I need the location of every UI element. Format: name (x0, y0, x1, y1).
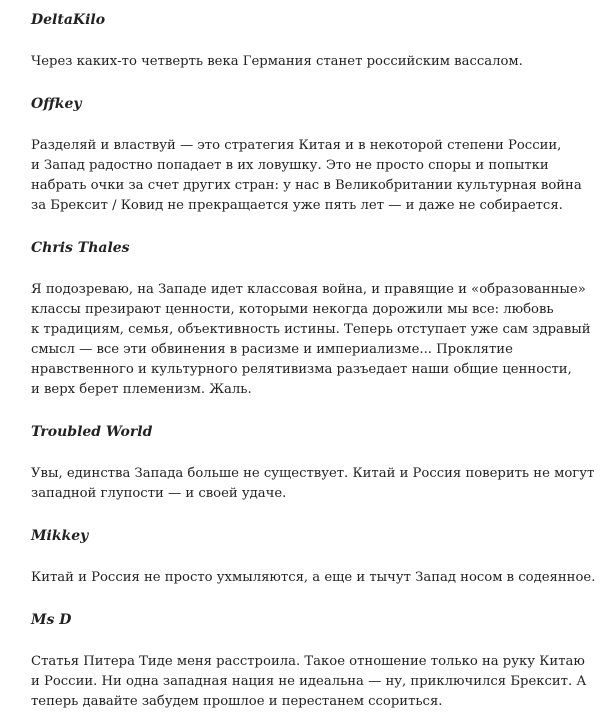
comment-author: Offkey (31, 96, 82, 112)
comment (31, 412, 604, 516)
comment-line: теперь давайте забудем прошлое и перестанем ссориться. (31, 694, 443, 709)
comment-line: к традициям, семья, объективность истины. Теперь отступает уже сам здравый (31, 322, 591, 337)
comment-line: нравственного и культурного релятивизма разъедает наши общие ценности, (31, 362, 572, 377)
comment-text (31, 114, 604, 228)
comment-line: Через каких-то четверть века Германия станет российским вассалом. (31, 54, 523, 69)
comment-line: за Брексит / Ковид не прекращается уже пять лет — и даже не собирается. (31, 198, 563, 213)
comment-line: классы презирают ценности, которыми некогда дорожили мы все: любовь (31, 302, 554, 317)
comment-author: Troubled World (31, 424, 153, 440)
comment (31, 516, 604, 600)
comment-line: и верх берет племенизм. Жаль. (31, 382, 252, 397)
comment-line: и России. Ни одна западная нация не идеальна — ну, приключился Брексит. А (31, 674, 587, 689)
comment-author: DeltaKilo (31, 12, 106, 28)
comment-line: набрать очки за счет других стран: у нас в Великобритании культурная война (31, 178, 582, 193)
comment-author: Ms D (31, 612, 72, 628)
comment-author: Chris Thales (31, 240, 130, 256)
comment-author: Mikkey (31, 528, 89, 544)
comment (31, 0, 604, 84)
comment-line: Разделяй и властвуй — это стратегия Китая и в некоторой степени России, (31, 138, 562, 153)
comment-text (31, 258, 604, 412)
comment-text (31, 630, 604, 724)
comment-line: и Запад радостно попадает в их ловушку. Это не просто споры и попытки (31, 158, 549, 173)
comment-text (31, 30, 604, 84)
comment-line: Я подозреваю, на Западе идет классовая война, и правящие и «образованные» (31, 282, 586, 297)
comment (31, 600, 604, 724)
comment-line: смысл — все эти обвинения в расизме и империализме... Проклятие (31, 342, 513, 357)
comment-line: Увы, единства Запада больше не существует. Китай и Россия поверить не могут (31, 466, 595, 481)
comment (31, 84, 604, 228)
comment-line: западной глупости — и своей удаче. (31, 486, 287, 501)
comment-line: Китай и Россия не просто ухмыляются, а еще и тычут Запад носом в содеянное. (31, 570, 596, 585)
comment-text (31, 442, 604, 516)
comment-text (31, 546, 604, 600)
comment (31, 228, 604, 412)
comment-line: Статья Питера Тиде меня расстроила. Такое отношение только на руку Китаю (31, 654, 585, 669)
